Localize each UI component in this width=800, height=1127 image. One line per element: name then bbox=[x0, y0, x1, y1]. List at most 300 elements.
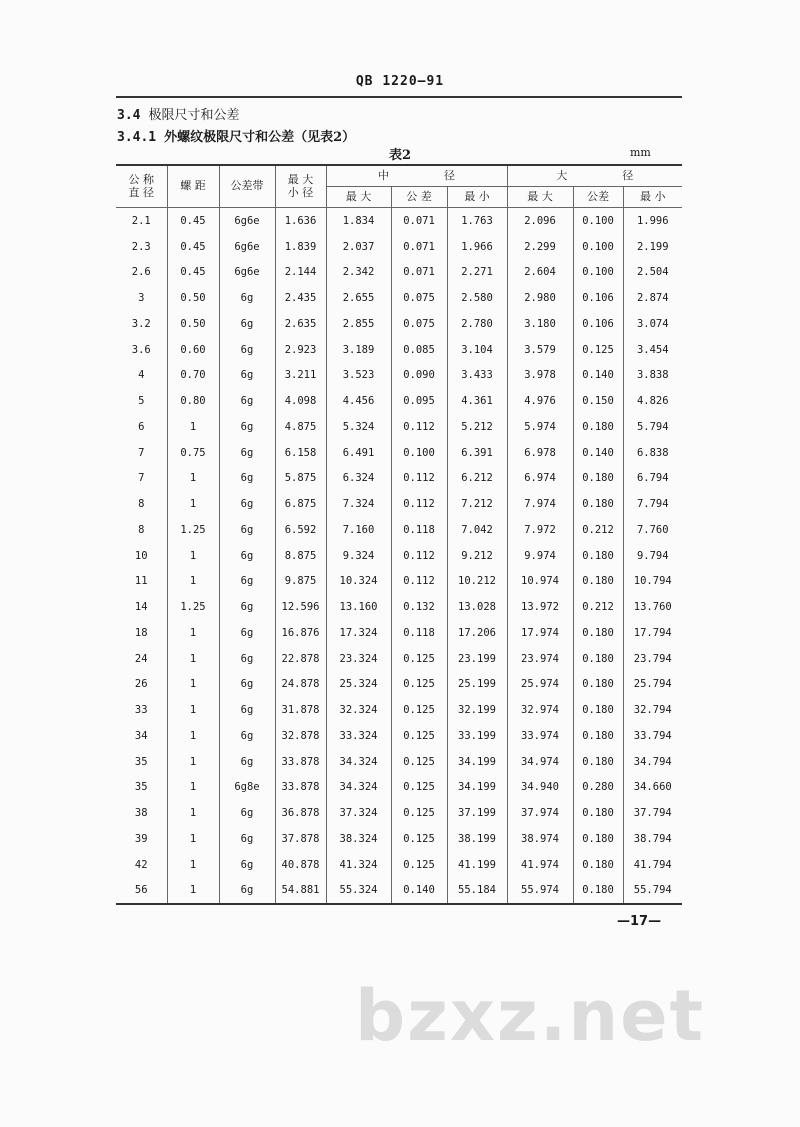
table-cell: 7.212 bbox=[447, 491, 507, 517]
table-cell: 33.199 bbox=[447, 723, 507, 749]
table-cell: 2.271 bbox=[447, 260, 507, 286]
table-cell: 0.280 bbox=[573, 775, 623, 801]
table-row bbox=[116, 852, 682, 878]
table-cell: 0.180 bbox=[573, 723, 623, 749]
table-cell: 0.180 bbox=[573, 697, 623, 723]
table-cell: 1 bbox=[167, 697, 219, 723]
table-cell: 0.075 bbox=[391, 285, 447, 311]
table-cell: 2.342 bbox=[326, 260, 391, 286]
table-cell: 37.324 bbox=[326, 800, 391, 826]
table-cell: 0.212 bbox=[573, 517, 623, 543]
table-cell: 13.160 bbox=[326, 594, 391, 620]
table-cell: 6g bbox=[219, 543, 275, 569]
table-cell: 0.095 bbox=[391, 388, 447, 414]
table-cell: 1.25 bbox=[167, 594, 219, 620]
table-row bbox=[116, 440, 682, 466]
table-cell: 10 bbox=[116, 543, 167, 569]
table-cell: 2.299 bbox=[507, 234, 573, 260]
table-cell: 0.125 bbox=[391, 697, 447, 723]
table-cell: 0.125 bbox=[573, 337, 623, 363]
table-cell: 24 bbox=[116, 646, 167, 672]
table-cell: 1 bbox=[167, 491, 219, 517]
table-cell: 6g bbox=[219, 414, 275, 440]
table-cell: 25.199 bbox=[447, 672, 507, 698]
header-md-min: 最 小 bbox=[623, 187, 682, 208]
table-cell: 40.878 bbox=[275, 852, 326, 878]
table-cell: 0.125 bbox=[391, 749, 447, 775]
table-cell: 0.106 bbox=[573, 311, 623, 337]
table-cell: 0.140 bbox=[573, 363, 623, 389]
table-cell: 0.112 bbox=[391, 569, 447, 595]
table-row bbox=[116, 543, 682, 569]
table-cell: 42 bbox=[116, 852, 167, 878]
section-heading-3-4 bbox=[117, 104, 240, 123]
table-cell: 2.980 bbox=[507, 285, 573, 311]
table-cell: 1 bbox=[167, 775, 219, 801]
table-cell: 6g bbox=[219, 440, 275, 466]
table-cell: 1.966 bbox=[447, 234, 507, 260]
watermark: bzxz.net bbox=[355, 975, 706, 1057]
table-cell: 0.106 bbox=[573, 285, 623, 311]
table-cell: 3.189 bbox=[326, 337, 391, 363]
table-cell: 33.878 bbox=[275, 749, 326, 775]
table-cell: 6.974 bbox=[507, 466, 573, 492]
table-row bbox=[116, 388, 682, 414]
table-cell: 0.100 bbox=[573, 234, 623, 260]
table-cell: 6g bbox=[219, 672, 275, 698]
table-cell: 10.212 bbox=[447, 569, 507, 595]
table-row bbox=[116, 234, 682, 260]
table-cell: 1 bbox=[167, 543, 219, 569]
table-cell: 4.826 bbox=[636, 395, 669, 408]
table-cell: 0.45 bbox=[167, 208, 219, 234]
table-row bbox=[116, 517, 682, 543]
table-cell: 34.940 bbox=[507, 775, 573, 801]
table-cell: 26 bbox=[116, 672, 167, 698]
section-number: 3.4.1 bbox=[117, 130, 157, 145]
table-cell: 41.324 bbox=[326, 852, 391, 878]
table-cell: 3.838 bbox=[636, 369, 669, 382]
table-cell: 7 bbox=[116, 466, 167, 492]
table-cell: 6g6e bbox=[219, 234, 275, 260]
table-cell: 8 bbox=[116, 517, 167, 543]
table-cell: 5.974 bbox=[507, 414, 573, 440]
table-row bbox=[116, 672, 682, 698]
table-cell: 0.125 bbox=[391, 723, 447, 749]
table-cell: 5.794 bbox=[636, 420, 669, 433]
header-pd-tolerance: 公 差 bbox=[391, 187, 447, 208]
table-cell: 0.112 bbox=[391, 414, 447, 440]
table-cell: 55.794 bbox=[623, 878, 682, 905]
document-code: QB 1220—91 bbox=[355, 74, 445, 89]
table-cell: 1.996 bbox=[636, 214, 669, 227]
table-cell: 34.794 bbox=[633, 755, 672, 768]
table-cell: 6g6e bbox=[219, 208, 275, 234]
table-cell: 6g bbox=[219, 337, 275, 363]
table-cell: 0.70 bbox=[167, 363, 219, 389]
table-cell: 7 bbox=[116, 440, 167, 466]
table-row bbox=[116, 646, 682, 672]
table-cell: 32.878 bbox=[275, 723, 326, 749]
table-cell: 0.180 bbox=[573, 852, 623, 878]
table-cell: 33 bbox=[116, 697, 167, 723]
table-row bbox=[116, 363, 682, 389]
table-cell: 25.794 bbox=[633, 678, 672, 691]
table-cell: 4 bbox=[116, 363, 167, 389]
table-cell: 10.324 bbox=[326, 569, 391, 595]
table-cell: 0.118 bbox=[391, 620, 447, 646]
table-cell: 2.655 bbox=[326, 285, 391, 311]
table-cell: 0.180 bbox=[573, 672, 623, 698]
table-cell: 6.158 bbox=[275, 440, 326, 466]
table-cell: 17.974 bbox=[507, 620, 573, 646]
table-cell: 0.60 bbox=[167, 337, 219, 363]
table-cell: 1.834 bbox=[326, 208, 391, 234]
table-cell: 6.391 bbox=[447, 440, 507, 466]
table-cell: 6 bbox=[116, 414, 167, 440]
page-number: —17— bbox=[617, 914, 662, 929]
table-cell: 3.454 bbox=[636, 343, 669, 356]
unit-label: mm bbox=[630, 146, 651, 159]
header-rule bbox=[116, 96, 682, 98]
table-cell: 0.150 bbox=[573, 388, 623, 414]
table-cell: 2.604 bbox=[507, 260, 573, 286]
table-cell: 14 bbox=[116, 594, 167, 620]
table-cell: 0.180 bbox=[573, 800, 623, 826]
table-row bbox=[116, 697, 682, 723]
table-cell: 7.160 bbox=[326, 517, 391, 543]
table-cell: 2.874 bbox=[636, 292, 669, 305]
table-cell: 0.100 bbox=[573, 260, 623, 286]
table-cell: 6g bbox=[219, 491, 275, 517]
header-pd-min: 最 小 bbox=[447, 187, 507, 208]
table-cell: 0.132 bbox=[391, 594, 447, 620]
table-cell: 1 bbox=[167, 414, 219, 440]
table-cell: 7.324 bbox=[326, 491, 391, 517]
table-cell: 6.875 bbox=[275, 491, 326, 517]
table-cell: 3.523 bbox=[326, 363, 391, 389]
table-cell: 12.596 bbox=[275, 594, 326, 620]
table-row bbox=[116, 208, 682, 234]
table-cell: 2.855 bbox=[326, 311, 391, 337]
table-cell: 3.211 bbox=[275, 363, 326, 389]
table-cell: 4.098 bbox=[275, 388, 326, 414]
section-number: 3.4 bbox=[117, 108, 141, 123]
table-cell: 1 bbox=[167, 620, 219, 646]
table-cell: 2.096 bbox=[507, 208, 573, 234]
table-row bbox=[116, 594, 682, 620]
table-cell: 6g bbox=[219, 594, 275, 620]
section-heading-3-4-1 bbox=[117, 126, 355, 145]
table-cell: 41.199 bbox=[447, 852, 507, 878]
table-cell: 0.180 bbox=[573, 620, 623, 646]
table-cell: 10.974 bbox=[507, 569, 573, 595]
table-cell: 2.199 bbox=[636, 240, 669, 253]
table-cell: 38.324 bbox=[326, 826, 391, 852]
table-row bbox=[116, 260, 682, 286]
table-cell: 10.794 bbox=[633, 575, 672, 588]
table-cell: 2.435 bbox=[275, 285, 326, 311]
table-cell: 6g bbox=[219, 285, 275, 311]
table-cell: 38.794 bbox=[633, 832, 672, 845]
table-cell: 0.118 bbox=[391, 517, 447, 543]
table-row bbox=[116, 826, 682, 852]
table-row bbox=[116, 311, 682, 337]
table-cell: 5.875 bbox=[275, 466, 326, 492]
table-cell: 0.45 bbox=[167, 260, 219, 286]
table-cell: 0.100 bbox=[573, 208, 623, 234]
table-row bbox=[116, 466, 682, 492]
header-pitch-diameter: 中 径 bbox=[326, 165, 507, 187]
table-cell: 6g bbox=[219, 311, 275, 337]
table-row bbox=[116, 414, 682, 440]
table-cell: 1 bbox=[167, 826, 219, 852]
header-pitch: 螺 距 bbox=[167, 165, 219, 208]
table-cell: 0.071 bbox=[391, 208, 447, 234]
table-cell: 34.660 bbox=[633, 781, 672, 794]
table-cell: 3.433 bbox=[447, 363, 507, 389]
table-row bbox=[116, 723, 682, 749]
table-cell: 0.085 bbox=[391, 337, 447, 363]
table-cell: 2.6 bbox=[116, 260, 167, 286]
table-row bbox=[116, 337, 682, 363]
table-cell: 6g bbox=[219, 466, 275, 492]
table-cell: 6g bbox=[219, 517, 275, 543]
table-cell: 6g bbox=[219, 363, 275, 389]
table-cell: 8.875 bbox=[275, 543, 326, 569]
table-cell: 2.3 bbox=[116, 234, 167, 260]
table-cell: 34.974 bbox=[507, 749, 573, 775]
table-cell: 3.104 bbox=[447, 337, 507, 363]
table-cell: 1.636 bbox=[275, 208, 326, 234]
table-cell: 1.839 bbox=[275, 234, 326, 260]
table-cell: 2.780 bbox=[447, 311, 507, 337]
table-row bbox=[116, 800, 682, 826]
table-cell: 3.2 bbox=[116, 311, 167, 337]
table-cell: 34.324 bbox=[326, 775, 391, 801]
table-row bbox=[116, 491, 682, 517]
header-min-minor-diameter: 最 大 小 径 bbox=[275, 165, 326, 208]
table-cell: 3.579 bbox=[507, 337, 573, 363]
table-cell: 41.974 bbox=[507, 852, 573, 878]
table-cell: 7.974 bbox=[507, 491, 573, 517]
table-cell: 17.324 bbox=[326, 620, 391, 646]
table-cell: 3.074 bbox=[636, 317, 669, 330]
table-cell: 4.875 bbox=[275, 414, 326, 440]
table-cell: 34.199 bbox=[447, 749, 507, 775]
table-cell: 13.972 bbox=[507, 594, 573, 620]
table-cell: 0.180 bbox=[573, 646, 623, 672]
table-cell: 1 bbox=[167, 646, 219, 672]
thread-limits-table bbox=[116, 164, 682, 905]
table-cell: 37.794 bbox=[633, 807, 672, 820]
header-nominal-diameter: 公 称 直 径 bbox=[116, 165, 167, 208]
table-cell: 31.878 bbox=[275, 697, 326, 723]
table-cell: 0.125 bbox=[391, 826, 447, 852]
table-cell: 6.838 bbox=[636, 446, 669, 459]
table-cell: 4.456 bbox=[326, 388, 391, 414]
table-cell: 39 bbox=[116, 826, 167, 852]
table-cell: 0.180 bbox=[573, 543, 623, 569]
table-cell: 22.878 bbox=[275, 646, 326, 672]
table-cell: 0.180 bbox=[573, 491, 623, 517]
table-cell: 6.324 bbox=[326, 466, 391, 492]
table-cell: 6.794 bbox=[636, 472, 669, 485]
table-cell: 0.125 bbox=[391, 800, 447, 826]
table-cell: 0.071 bbox=[391, 234, 447, 260]
table-cell: 32.324 bbox=[326, 697, 391, 723]
table-cell: 5.212 bbox=[447, 414, 507, 440]
table-cell: 0.212 bbox=[573, 594, 623, 620]
table-row bbox=[116, 878, 682, 905]
table-cell: 2.1 bbox=[116, 208, 167, 234]
table-cell: 9.212 bbox=[447, 543, 507, 569]
table-cell: 1 bbox=[167, 852, 219, 878]
table-cell: 6g bbox=[219, 646, 275, 672]
table-cell: 34.324 bbox=[326, 749, 391, 775]
table-cell: 6g6e bbox=[219, 260, 275, 286]
table-caption: 表2 bbox=[388, 148, 412, 163]
header-major-diameter: 大 径 bbox=[507, 165, 682, 187]
table-cell: 0.140 bbox=[573, 440, 623, 466]
table-cell: 34.199 bbox=[447, 775, 507, 801]
table-cell: 5 bbox=[116, 388, 167, 414]
table-cell: 2.037 bbox=[326, 234, 391, 260]
table-cell: 0.180 bbox=[573, 569, 623, 595]
table-cell: 23.199 bbox=[447, 646, 507, 672]
table-cell: 0.125 bbox=[391, 672, 447, 698]
header-md-max: 最 大 bbox=[507, 187, 573, 208]
table-cell: 7.760 bbox=[636, 523, 669, 536]
table-cell: 25.324 bbox=[326, 672, 391, 698]
table-cell: 35 bbox=[116, 775, 167, 801]
table-cell: 6g bbox=[219, 749, 275, 775]
table-cell: 0.180 bbox=[573, 749, 623, 775]
table-cell: 33.878 bbox=[275, 775, 326, 801]
table-cell: 36.878 bbox=[275, 800, 326, 826]
table-cell: 0.125 bbox=[391, 852, 447, 878]
table-cell: 9.324 bbox=[326, 543, 391, 569]
table-cell: 8 bbox=[116, 491, 167, 517]
table-row bbox=[116, 620, 682, 646]
table-cell: 6g bbox=[219, 723, 275, 749]
table-cell: 23.324 bbox=[326, 646, 391, 672]
table-cell: 2.635 bbox=[275, 311, 326, 337]
table-cell: 6.978 bbox=[507, 440, 573, 466]
table-cell: 0.090 bbox=[391, 363, 447, 389]
table-cell: 0.75 bbox=[167, 440, 219, 466]
table-cell: 16.876 bbox=[275, 620, 326, 646]
table-cell: 0.125 bbox=[391, 775, 447, 801]
table-cell: 7.972 bbox=[507, 517, 573, 543]
table-cell: 38 bbox=[116, 800, 167, 826]
table-cell: 37.974 bbox=[507, 800, 573, 826]
table-cell: 9.794 bbox=[636, 549, 669, 562]
table-cell: 25.974 bbox=[507, 672, 573, 698]
table-cell: 33.974 bbox=[507, 723, 573, 749]
table-row bbox=[116, 749, 682, 775]
table-cell: 1.763 bbox=[447, 208, 507, 234]
table-cell: 17.206 bbox=[447, 620, 507, 646]
table-cell: 9.974 bbox=[507, 543, 573, 569]
table-cell: 9.875 bbox=[275, 569, 326, 595]
table-cell: 1 bbox=[167, 466, 219, 492]
table-cell: 41.794 bbox=[633, 858, 672, 871]
table-cell: 17.794 bbox=[633, 626, 672, 639]
table-cell: 6g bbox=[219, 852, 275, 878]
table-cell: 0.180 bbox=[573, 826, 623, 852]
table-cell: 1.25 bbox=[167, 517, 219, 543]
table-cell: 55.184 bbox=[447, 878, 507, 905]
table-cell: 37.199 bbox=[447, 800, 507, 826]
table-cell: 18 bbox=[116, 620, 167, 646]
table-cell: 38.199 bbox=[447, 826, 507, 852]
table-cell: 2.144 bbox=[275, 260, 326, 286]
table-cell: 6.491 bbox=[326, 440, 391, 466]
table-cell: 4.361 bbox=[447, 388, 507, 414]
table-cell: 3.6 bbox=[116, 337, 167, 363]
table-row bbox=[116, 285, 682, 311]
table-cell: 7.042 bbox=[447, 517, 507, 543]
table-cell: 6g bbox=[219, 620, 275, 646]
section-title: 外螺纹极限尺寸和公差（见表2） bbox=[164, 130, 356, 145]
table-cell: 5.324 bbox=[326, 414, 391, 440]
table-cell: 6g bbox=[219, 878, 275, 905]
table-body bbox=[116, 208, 682, 905]
table-cell: 38.974 bbox=[507, 826, 573, 852]
table-cell: 6g bbox=[219, 569, 275, 595]
table-cell: 1 bbox=[167, 672, 219, 698]
table-cell: 2.504 bbox=[636, 266, 669, 279]
table-cell: 13.028 bbox=[447, 594, 507, 620]
table-cell: 3.180 bbox=[507, 311, 573, 337]
table-cell: 35 bbox=[116, 749, 167, 775]
table-cell: 7.794 bbox=[636, 498, 669, 511]
table-cell: 1 bbox=[167, 800, 219, 826]
table-cell: 0.180 bbox=[573, 878, 623, 905]
header-tolerance-class: 公差带 bbox=[219, 165, 275, 208]
table-cell: 6g bbox=[219, 800, 275, 826]
table-row bbox=[116, 569, 682, 595]
section-title: 极限尺寸和公差 bbox=[148, 108, 240, 123]
table-cell: 56 bbox=[116, 878, 167, 905]
table-cell: 0.140 bbox=[391, 878, 447, 905]
table-cell: 32.974 bbox=[507, 697, 573, 723]
table-cell: 0.071 bbox=[391, 260, 447, 286]
table-cell: 6.212 bbox=[447, 466, 507, 492]
table-cell: 6g8e bbox=[219, 775, 275, 801]
table-cell: 0.100 bbox=[391, 440, 447, 466]
table-cell: 32.794 bbox=[633, 704, 672, 717]
table-cell: 55.324 bbox=[326, 878, 391, 905]
table-cell: 37.878 bbox=[275, 826, 326, 852]
table-cell: 2.923 bbox=[275, 337, 326, 363]
table-cell: 0.112 bbox=[391, 543, 447, 569]
table-cell: 0.125 bbox=[391, 646, 447, 672]
table-cell: 54.881 bbox=[275, 878, 326, 905]
table-cell: 6g bbox=[219, 388, 275, 414]
table-cell: 6.592 bbox=[275, 517, 326, 543]
table-cell: 0.112 bbox=[391, 466, 447, 492]
table-cell: 23.794 bbox=[633, 652, 672, 665]
table-cell: 6g bbox=[219, 697, 275, 723]
table-cell: 0.50 bbox=[167, 285, 219, 311]
table-cell: 32.199 bbox=[447, 697, 507, 723]
table-cell: 0.180 bbox=[573, 414, 623, 440]
table-cell: 0.45 bbox=[167, 234, 219, 260]
table-cell: 55.974 bbox=[507, 878, 573, 905]
table-cell: 11 bbox=[116, 569, 167, 595]
